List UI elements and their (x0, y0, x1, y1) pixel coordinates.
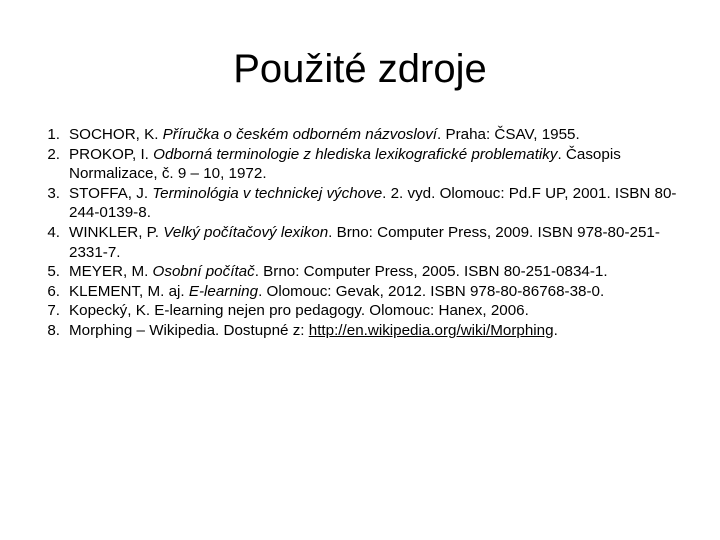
reference-number: 4. (47, 223, 60, 241)
reference-item (40, 184, 680, 223)
reference-author: STOFFA, J. (69, 184, 153, 202)
reference-number: 8. (47, 321, 60, 339)
reference-title: Odborná terminologie z hlediska lexikografické problematiky (153, 145, 558, 163)
reference-title: Osobní počítač (152, 263, 255, 281)
reference-author: KLEMENT, M. aj. (69, 282, 189, 300)
reference-publication: . Časopis Normalizace, č. 9 – 10, 1972. (69, 145, 621, 183)
reference-item (40, 321, 680, 341)
reference-text: Kopecký, K. E-learning nejen pro pedagogy. Olomouc: Hanex, 2006. (69, 302, 529, 320)
reference-title: E-learning (188, 282, 259, 300)
reference-publication: . Praha: ČSAV, 1955. (437, 126, 580, 143)
reference-publication: . 2. vyd. Olomouc: Pd.F UP, 2001. ISBN 80-244-0139-8. (69, 184, 677, 222)
reference-author: MEYER, M. (69, 263, 153, 281)
reference-author: PROKOP, I. (69, 145, 154, 163)
reference-number: 5. (47, 263, 60, 281)
reference-suffix: . (553, 321, 558, 339)
wikipedia-morphing-link[interactable]: http://en.wikipedia.org/wiki/Morphing (308, 321, 554, 339)
reference-item (40, 301, 680, 321)
reference-text: Morphing – Wikipedia. Dostupné z: (69, 321, 309, 339)
reference-item (40, 282, 680, 302)
reference-item (40, 145, 680, 184)
reference-title: Velký počítačový lexikon (163, 223, 329, 241)
reference-publication: . Brno: Computer Press, 2009. ISBN 978-80-251-2331-7. (69, 223, 660, 261)
reference-item (40, 223, 680, 262)
reference-item (40, 125, 680, 145)
reference-author: SOCHOR, K. (69, 126, 163, 143)
slide-title: Použité zdroje (233, 47, 487, 91)
reference-number: 3. (47, 184, 60, 202)
reference-publication: . Brno: Computer Press, 2005. ISBN 80-251-0834-1. (254, 263, 608, 281)
reference-number: 2. (47, 145, 60, 163)
reference-author: WINKLER, P. (69, 223, 164, 241)
reference-list (40, 125, 680, 341)
reference-number: 6. (47, 282, 60, 300)
reference-number: 7. (47, 302, 60, 320)
reference-title: Příručka o českém odborném názvosloví (162, 126, 438, 143)
reference-number: 1. (47, 126, 60, 143)
reference-title: Terminológia v technickej výchove (152, 184, 383, 202)
reference-publication: . Olomouc: Gevak, 2012. ISBN 978-80-86768-38-0. (258, 282, 605, 300)
reference-item (40, 262, 680, 282)
